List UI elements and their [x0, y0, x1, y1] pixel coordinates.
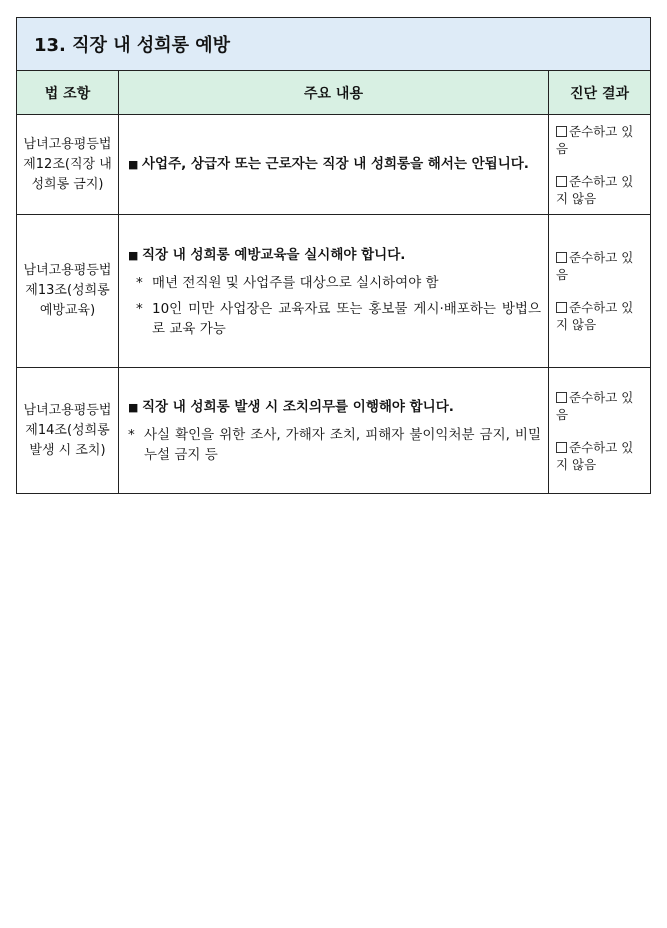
option-label: 준수하고 있지 않음: [556, 173, 634, 206]
option-label: 준수하고 있음: [556, 123, 634, 156]
option-noncompliant[interactable]: [556, 173, 644, 207]
header-law: 법 조항: [17, 71, 119, 115]
law-article-cell: [17, 368, 119, 494]
header-result: 진단 결과: [549, 71, 651, 115]
asterisk-icon: *: [136, 300, 143, 317]
content-cell: [119, 215, 549, 368]
result-cell: [549, 215, 651, 368]
sub-note-text: 사실 확인을 위한 조사, 가해자 조치, 피해자 불이익처분 금지, 비밀누설 금지 등: [144, 427, 541, 463]
checkbox-icon[interactable]: [556, 302, 567, 313]
square-bullet-icon: ■: [128, 248, 139, 262]
checklist-table: [16, 17, 651, 494]
sub-note-text: 매년 전직원 및 사업주를 대상으로 실시하여야 함: [152, 274, 439, 291]
option-compliant[interactable]: [556, 123, 644, 157]
square-bullet-icon: ■: [128, 158, 139, 171]
law-article-cell: [17, 215, 119, 368]
checkbox-icon[interactable]: [556, 176, 567, 187]
option-label: 준수하고 있음: [556, 389, 634, 422]
checkbox-icon[interactable]: [556, 126, 567, 137]
main-requirement: [128, 153, 541, 176]
law-line: 남녀고용평등법: [23, 263, 112, 278]
checkbox-icon[interactable]: [556, 442, 567, 453]
option-compliant[interactable]: [556, 389, 644, 423]
sub-note: [128, 299, 541, 339]
law-line: 발생 시 조치): [29, 442, 106, 458]
asterisk-icon: *: [128, 427, 135, 443]
main-requirement-text: 직장 내 성희롱 발생 시 조치의무를 이행해야 합니다.: [142, 399, 454, 415]
sub-note: [128, 425, 541, 465]
main-requirement: [128, 244, 541, 267]
title-row: [17, 18, 651, 71]
asterisk-icon: *: [136, 274, 143, 291]
option-label: 준수하고 있음: [556, 250, 634, 282]
main-requirement: [128, 396, 541, 419]
square-bullet-icon: ■: [128, 401, 139, 414]
section-title: 13. 직장 내 성희롱 예방: [17, 18, 651, 71]
header-row: [17, 71, 651, 115]
table-row: [17, 115, 651, 215]
option-noncompliant[interactable]: [556, 299, 644, 333]
content-cell: [119, 368, 549, 494]
law-line: 예방교육): [39, 303, 96, 318]
sub-note: [128, 273, 541, 293]
table-row: [17, 215, 651, 368]
checkbox-icon[interactable]: [556, 252, 567, 263]
content-cell: [119, 115, 549, 215]
option-label: 준수하고 있지 않음: [556, 300, 634, 332]
sub-note-text: 10인 미만 사업장은 교육자료 또는 홍보물 게시·배포하는 방법으로 교육 가능: [152, 300, 541, 337]
main-requirement-text: 사업주, 상급자 또는 근로자는 직장 내 성희롱을 해서는 안됩니다.: [142, 156, 529, 172]
option-label: 준수하고 있지 않음: [556, 439, 634, 472]
checkbox-icon[interactable]: [556, 392, 567, 403]
law-line: 남녀고용평등법: [23, 402, 112, 418]
table-row: [17, 368, 651, 494]
law-line: 남녀고용평등법: [23, 136, 112, 152]
result-cell: [549, 115, 651, 215]
law-line: 성희롱 금지): [31, 176, 104, 192]
header-content: 주요 내용: [119, 71, 549, 115]
law-line: 제12조(직장 내: [23, 156, 112, 172]
law-article-cell: [17, 115, 119, 215]
main-requirement-text: 직장 내 성희롱 예방교육을 실시해야 합니다.: [142, 246, 406, 263]
law-line: 제13조(성희롱: [25, 283, 110, 298]
option-compliant[interactable]: [556, 249, 644, 283]
option-noncompliant[interactable]: [556, 439, 644, 473]
law-line: 제14조(성희롱: [25, 422, 110, 438]
result-cell: [549, 368, 651, 494]
